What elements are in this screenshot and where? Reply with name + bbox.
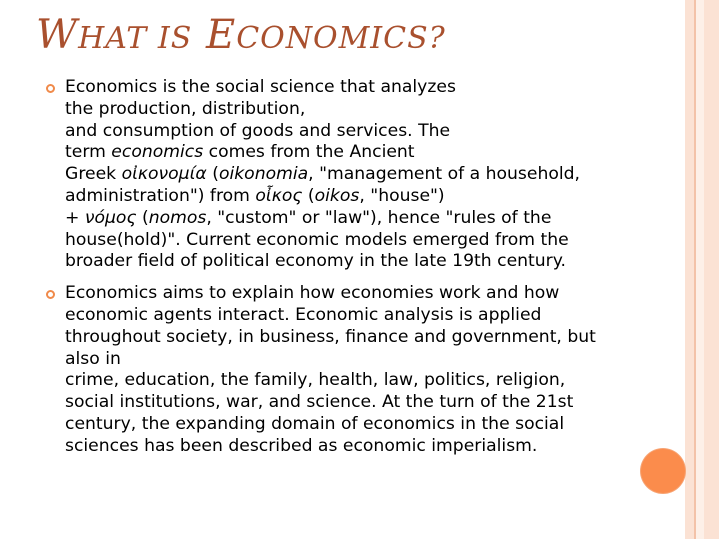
bullet-text-line: house(hold)". Current economic models emerged from the — [65, 229, 569, 250]
bullet-text-line: crime, education, the family, health, law, politics, religion, — [65, 370, 566, 391]
title-first-letter: W — [36, 12, 79, 58]
bullet-text-line: Greek οἰκονομία (oikonomia, "management of a household, — [65, 164, 581, 185]
bullet-text-line: throughout society, in business, finance and government, but — [65, 326, 596, 347]
italic-term: oikonomia — [218, 164, 309, 185]
bullet-text-line: administration") from οἶκος (oikos, "house") — [65, 185, 445, 206]
bullet-text-line: sciences has been described as economic imperialism. — [65, 435, 538, 456]
decorative-orange-circle — [641, 449, 685, 493]
bullet-text-line: economic agents interact. Economic analysis is applied — [65, 304, 542, 325]
title-first-rest: HAT IS — [78, 21, 193, 56]
bullet-item — [40, 283, 680, 457]
bullet-text-line: + νόμος (nomos, "custom" or "law"), hence "rules of the — [65, 207, 552, 228]
bullet-circle-icon — [46, 84, 55, 93]
bullet-text-line: century, the expanding domain of economics in the social — [65, 413, 565, 434]
bullet-list — [40, 77, 680, 468]
bullet-text-line: social institutions, war, and science. At the turn of the 21st — [65, 392, 574, 413]
italic-term: economics — [111, 142, 204, 163]
bullet-text-line: and consumption of goods and services. The — [65, 120, 451, 141]
italic-term: nomos — [148, 207, 207, 228]
italic-term: νόμος — [84, 207, 137, 228]
italic-term: οἶκος — [255, 185, 303, 206]
bullet-text-line: Economics aims to explain how economies work and how — [65, 283, 560, 304]
decorative-side-stripes — [685, 0, 719, 539]
bullet-text-line: broader field of political economy in the late 19th century. — [65, 251, 566, 272]
italic-term: oikos — [314, 185, 360, 206]
bullet-text-line: also in — [65, 348, 121, 369]
title-second-letter: E — [205, 12, 237, 58]
slide-title — [36, 12, 446, 58]
bullet-circle-icon — [46, 290, 55, 299]
bullet-text-line: Economics is the social science that analyzes — [65, 77, 456, 97]
title-second-rest: CONOMICS? — [236, 21, 446, 56]
bullet-item — [40, 77, 680, 273]
bullet-text-line: the production, distribution, — [65, 98, 306, 119]
italic-term: οἰκονομία — [121, 164, 207, 185]
bullet-text-line: term economics comes from the Ancient — [65, 142, 415, 163]
